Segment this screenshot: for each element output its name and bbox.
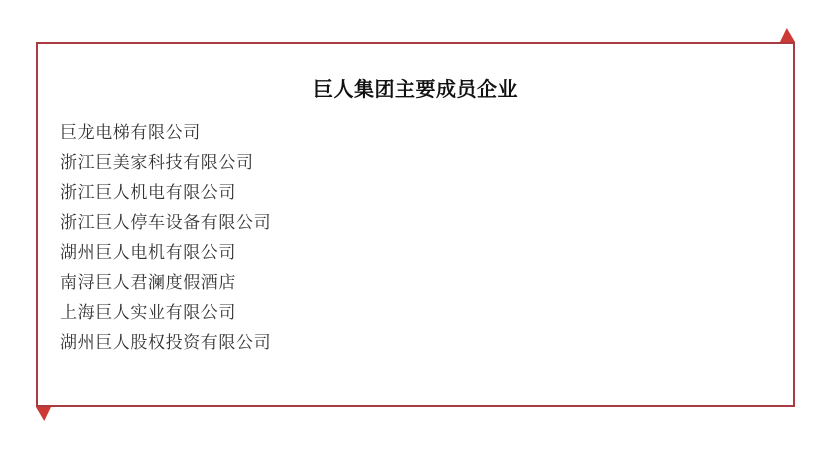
fold-accent-bottom-left	[36, 407, 51, 421]
list-item: 上海巨人实业有限公司	[60, 303, 236, 323]
company-list	[38, 118, 793, 358]
list-item: 巨龙电梯有限公司	[60, 123, 201, 143]
list-item: 南浔巨人君澜度假酒店	[60, 273, 236, 293]
list-item: 浙江巨人机电有限公司	[60, 183, 236, 203]
fold-accent-top-right	[780, 28, 795, 42]
member-companies-card	[36, 42, 795, 407]
card-title: 巨人集团主要成员企业	[313, 77, 518, 101]
list-item: 浙江巨人停车设备有限公司	[60, 213, 272, 233]
list-item: 湖州巨人股权投资有限公司	[60, 333, 272, 353]
list-item: 浙江巨美家科技有限公司	[60, 153, 254, 173]
list-item: 湖州巨人电机有限公司	[60, 243, 236, 263]
